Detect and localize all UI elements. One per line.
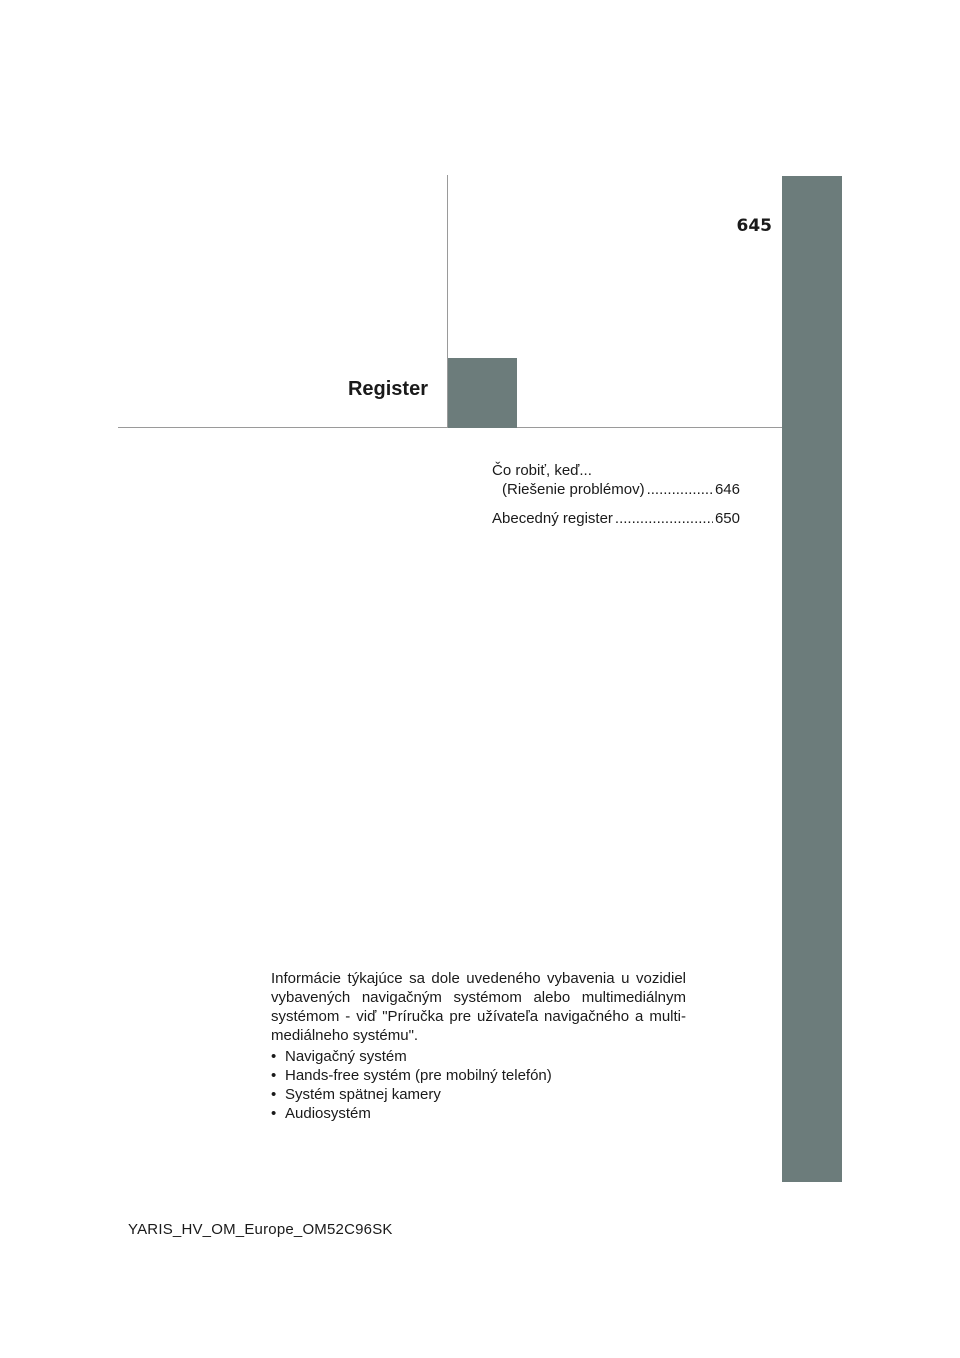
toc-leader-dots bbox=[615, 509, 713, 528]
equipment-list bbox=[271, 1047, 686, 1123]
page-number: 645 bbox=[736, 216, 772, 236]
toc-entry-index-label: Abecedný register bbox=[492, 510, 613, 527]
list-item bbox=[271, 1066, 686, 1085]
bullet-icon: • bbox=[271, 1067, 277, 1084]
list-item bbox=[271, 1085, 686, 1104]
bullet-icon: • bbox=[271, 1086, 277, 1103]
bullet-icon: • bbox=[271, 1105, 277, 1122]
toc-entry-index[interactable] bbox=[492, 509, 740, 528]
info-paragraph: Informácie týkajúce sa dole uvedeného vybavenia u vozidiel vybavených navigačným systémom alebo multimediálnym systémom - viď "Príručka pre užívateľa navigačného a multi-mediálneho systému". bbox=[271, 970, 686, 1044]
footer-document-id: YARIS_HV_OM_Europe_OM52C96SK bbox=[128, 1221, 393, 1238]
toc-entry-troubleshooting-title[interactable]: Čo robiť, keď... bbox=[492, 462, 592, 479]
list-item-label: Systém spätnej kamery bbox=[285, 1086, 441, 1103]
section-marker-block bbox=[448, 358, 517, 428]
list-item bbox=[271, 1047, 686, 1066]
list-item-label: Audiosystém bbox=[285, 1105, 371, 1122]
toc-entry-index-page: 650 bbox=[714, 510, 740, 527]
bullet-icon: • bbox=[271, 1048, 277, 1065]
list-item-label: Navigačný systém bbox=[285, 1048, 407, 1065]
toc-leader-dots bbox=[647, 480, 713, 499]
table-of-contents bbox=[492, 461, 740, 528]
toc-entry-troubleshooting-page: 646 bbox=[714, 481, 740, 498]
chapter-side-tab bbox=[782, 176, 842, 1182]
toc-entry-troubleshooting-label: (Riešenie problémov) bbox=[502, 481, 645, 498]
section-title: Register bbox=[347, 378, 428, 400]
list-item-label: Hands-free systém (pre mobilný telefón) bbox=[285, 1067, 552, 1084]
list-item bbox=[271, 1104, 686, 1123]
toc-entry-troubleshooting[interactable] bbox=[492, 480, 740, 499]
